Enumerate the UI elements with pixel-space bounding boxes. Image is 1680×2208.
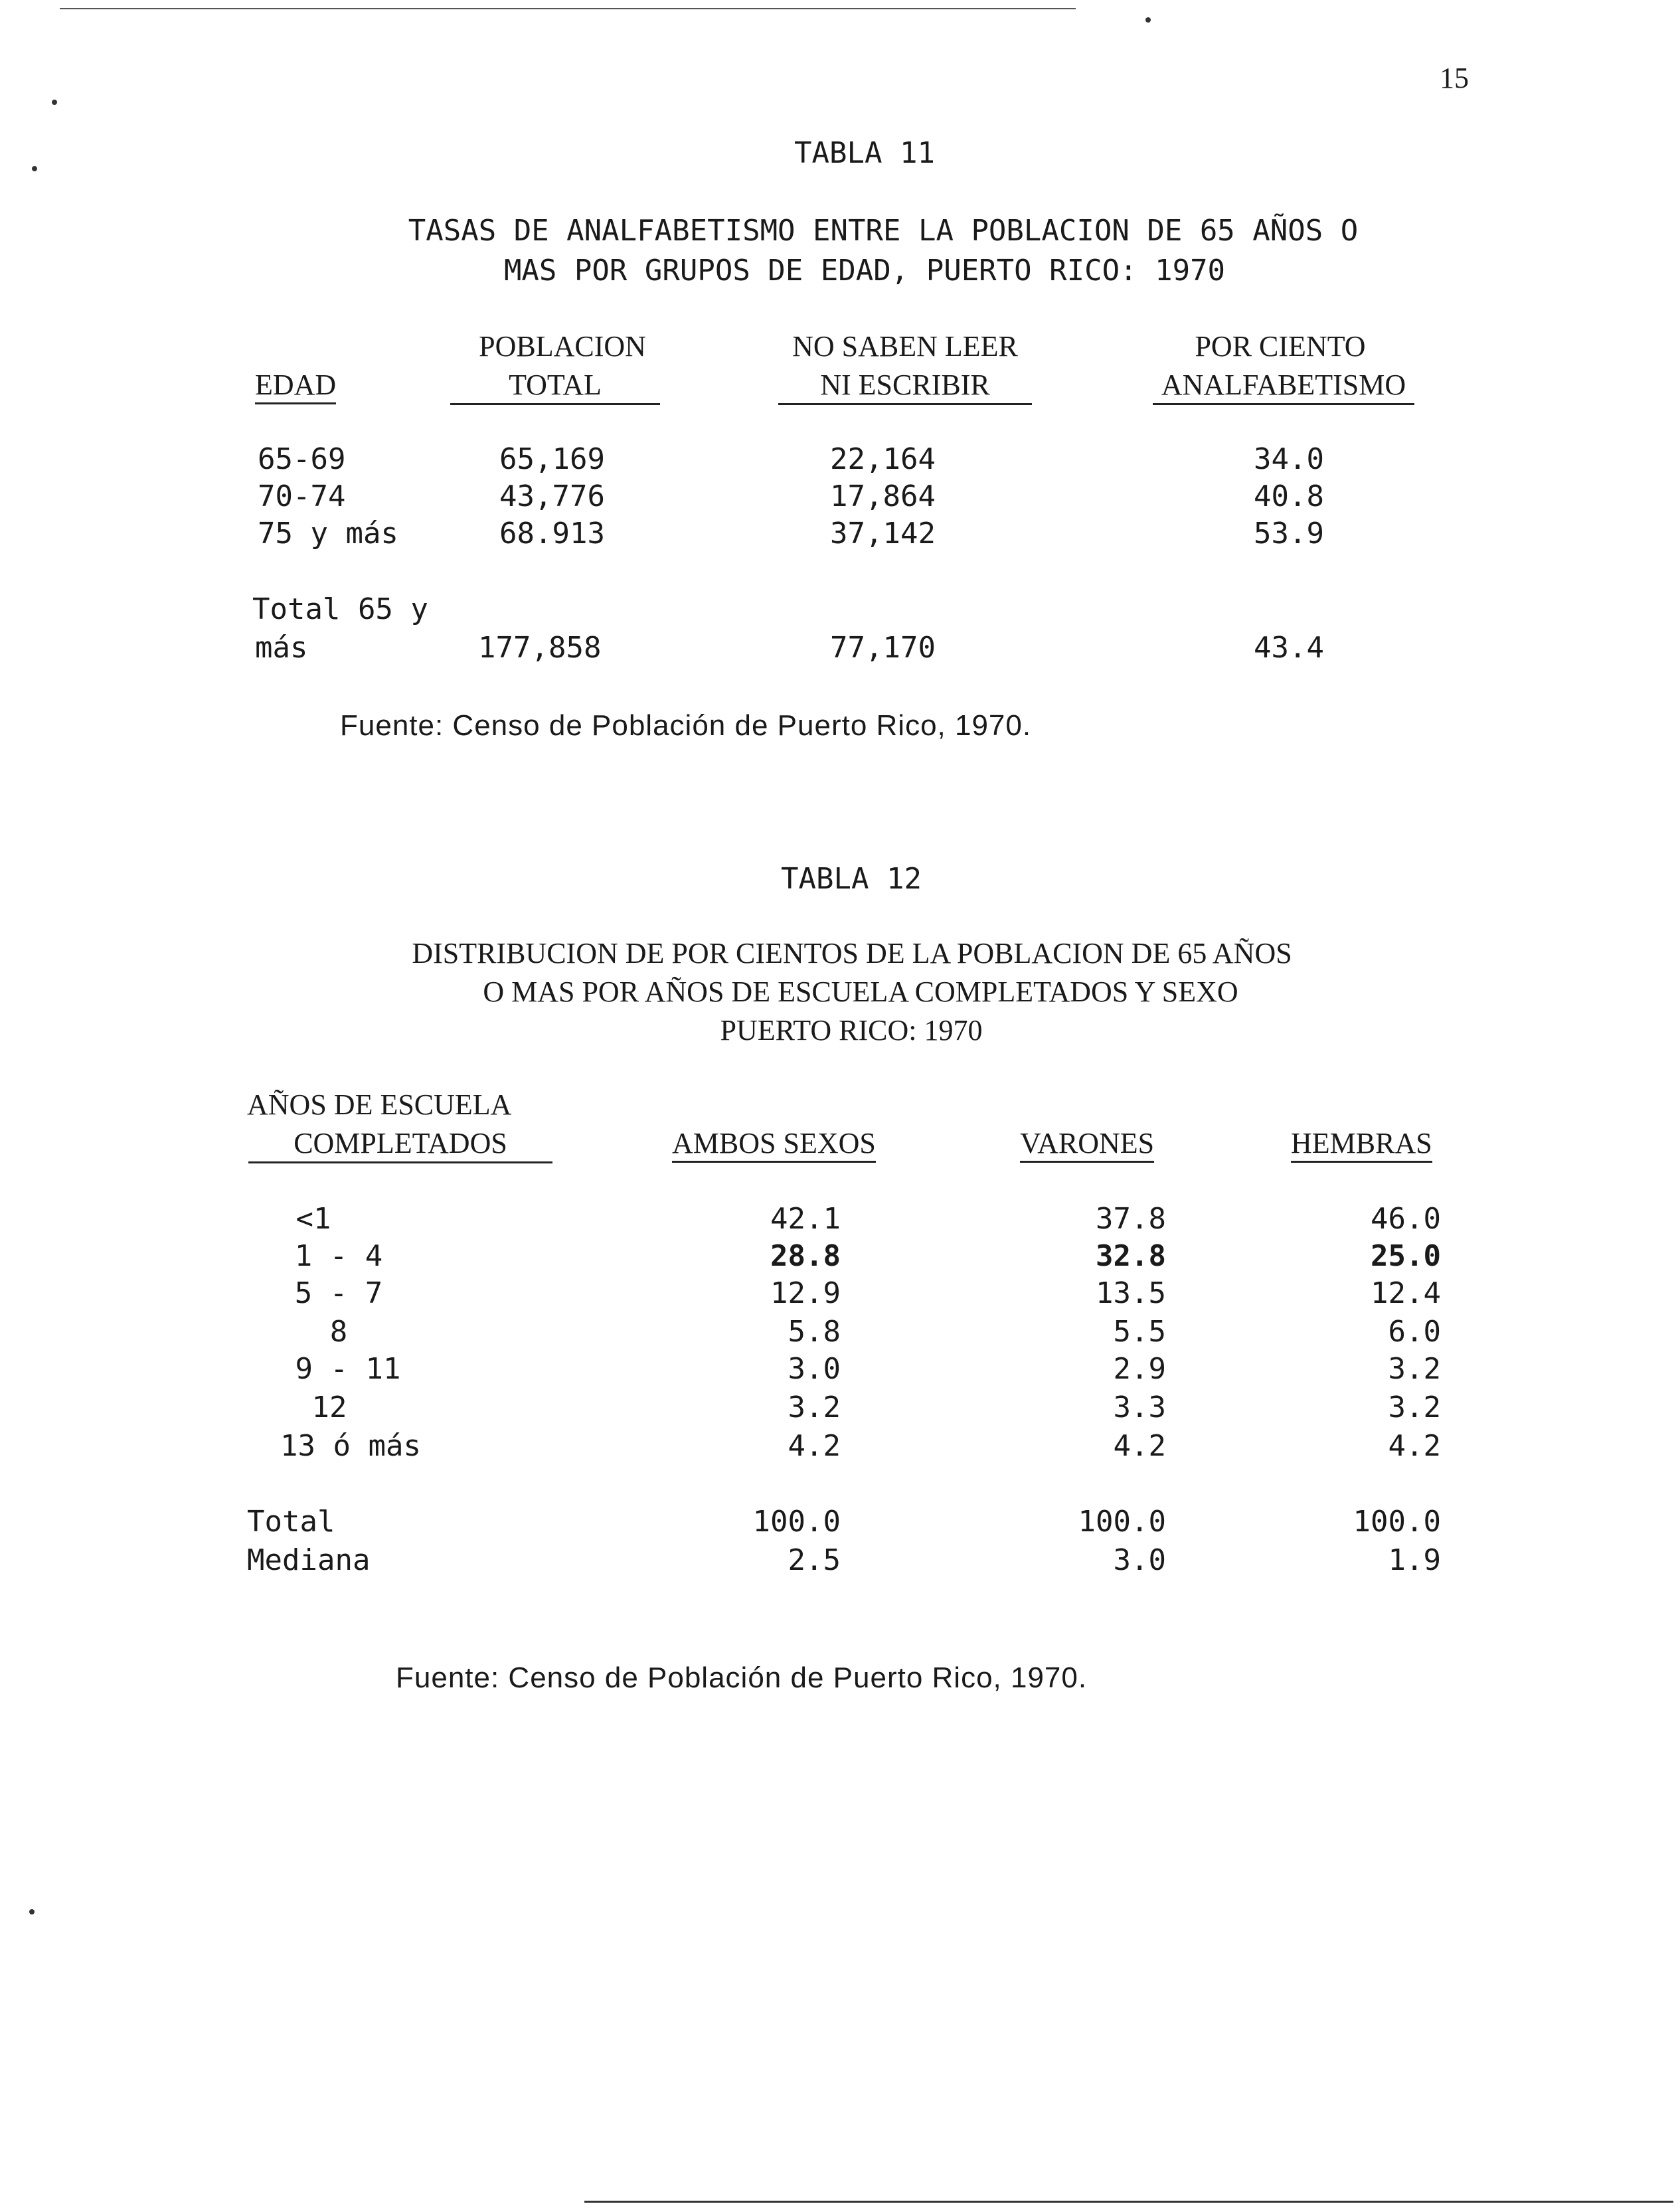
table-row-nosaben: 22,164 bbox=[830, 442, 936, 476]
table-row-pct: 53.9 bbox=[1254, 517, 1324, 551]
header-poblacion-line2: TOTAL bbox=[450, 368, 660, 405]
table-row-varones: 32.8 bbox=[1096, 1239, 1166, 1273]
scan-speck bbox=[1145, 17, 1151, 23]
total-ambos: 100.0 bbox=[752, 1505, 841, 1539]
table-row-ambos: 4.2 bbox=[788, 1429, 841, 1463]
header-varones: VARONES bbox=[1020, 1126, 1154, 1160]
header-hembras: HEMBRAS bbox=[1291, 1126, 1432, 1160]
total-hembras: 100.0 bbox=[1353, 1505, 1441, 1539]
table-row-edad: 75 y más bbox=[258, 517, 398, 551]
header-anos-line2: COMPLETADOS bbox=[248, 1126, 552, 1163]
table-row-anos: 12 bbox=[311, 1391, 347, 1424]
table-12-title-line1: DISTRIBUCION DE POR CIENTOS DE LA POBLACION DE 65 AÑOS bbox=[412, 937, 1292, 970]
table-11-label: TABLA 11 bbox=[794, 136, 935, 170]
table-row-varones: 37.8 bbox=[1096, 1202, 1166, 1236]
table-row-total: 43,776 bbox=[499, 479, 605, 513]
total-label: Total bbox=[247, 1505, 335, 1539]
table-row-ambos: 28.8 bbox=[770, 1239, 841, 1273]
table-row-anos: 9 - 11 bbox=[295, 1352, 401, 1386]
table-11-title-line1: TASAS DE ANALFABETISMO ENTRE LA POBLACION DE 65 AÑOS O bbox=[408, 214, 1359, 248]
mediana-hembras: 1.9 bbox=[1388, 1543, 1441, 1577]
table-row-anos: <1 bbox=[295, 1202, 331, 1236]
table-row-ambos: 3.0 bbox=[788, 1352, 841, 1386]
table-row-anos: 5 - 7 bbox=[294, 1276, 383, 1310]
header-poblacion-line1: POBLACION bbox=[479, 330, 646, 363]
header-nosaben-line2: NI ESCRIBIR bbox=[778, 368, 1032, 405]
scan-top-rule bbox=[60, 8, 1076, 9]
table-row-varones: 13.5 bbox=[1096, 1276, 1166, 1310]
table-row-varones: 3.3 bbox=[1113, 1391, 1166, 1424]
table-row-pct: 34.0 bbox=[1254, 442, 1324, 476]
table-row-hembras: 3.2 bbox=[1388, 1391, 1441, 1424]
mediana-varones: 3.0 bbox=[1113, 1543, 1166, 1577]
scan-speck bbox=[52, 100, 57, 105]
table-row-edad: 65-69 bbox=[258, 442, 346, 476]
table-row-ambos: 5.8 bbox=[788, 1315, 841, 1349]
header-ambos: AMBOS SEXOS bbox=[672, 1126, 876, 1160]
table-row-hembras: 4.2 bbox=[1388, 1429, 1441, 1463]
table-row-varones: 5.5 bbox=[1113, 1315, 1166, 1349]
table-11-title-line2: MAS POR GRUPOS DE EDAD, PUERTO RICO: 1970 bbox=[503, 254, 1226, 288]
table-row-varones: 2.9 bbox=[1113, 1352, 1166, 1386]
table-12-source: Fuente: Censo de Población de Puerto Rico, 1970. bbox=[396, 1661, 1088, 1694]
table-11-source: Fuente: Censo de Población de Puerto Rico, 1970. bbox=[340, 709, 1032, 742]
table-row-anos: 13 ó más bbox=[280, 1429, 421, 1463]
table-row-hembras: 3.2 bbox=[1388, 1352, 1441, 1386]
header-porciento-line1: POR CIENTO bbox=[1195, 330, 1366, 363]
table-row-ambos: 3.2 bbox=[788, 1391, 841, 1424]
header-anos-line1: AÑOS DE ESCUELA bbox=[247, 1088, 512, 1121]
total-pct: 43.4 bbox=[1254, 631, 1324, 665]
scan-speck bbox=[32, 166, 37, 171]
table-row-anos: 8 bbox=[329, 1315, 348, 1349]
scan-bottom-rule bbox=[584, 2201, 1673, 2203]
table-row-nosaben: 37,142 bbox=[830, 517, 936, 551]
table-row-total: 65,169 bbox=[499, 442, 605, 476]
table-row-total: 68.913 bbox=[499, 517, 605, 551]
header-edad: EDAD bbox=[255, 368, 336, 402]
scan-speck bbox=[29, 1909, 35, 1914]
total-poblacion: 177,858 bbox=[478, 631, 602, 665]
table-12-title-line3: PUERTO RICO: 1970 bbox=[720, 1014, 983, 1047]
table-row-anos: 1 - 4 bbox=[294, 1239, 383, 1273]
table-row-nosaben: 17,864 bbox=[830, 479, 936, 513]
total-varones: 100.0 bbox=[1078, 1505, 1166, 1539]
table-12-label: TABLA 12 bbox=[781, 862, 922, 896]
mediana-ambos: 2.5 bbox=[788, 1543, 841, 1577]
total-label-line2: más bbox=[255, 631, 308, 665]
table-row-edad: 70-74 bbox=[258, 479, 346, 513]
page-number: 15 bbox=[1440, 62, 1469, 94]
table-row-hembras: 12.4 bbox=[1371, 1276, 1441, 1310]
total-nosaben: 77,170 bbox=[830, 631, 936, 665]
table-row-varones: 4.2 bbox=[1113, 1429, 1166, 1463]
mediana-label: Mediana bbox=[247, 1543, 371, 1577]
table-row-ambos: 42.1 bbox=[770, 1202, 841, 1236]
header-nosaben-line1: NO SABEN LEER bbox=[792, 330, 1018, 363]
header-porciento-line2: ANALFABETISMO bbox=[1153, 368, 1414, 405]
table-12-title-line2: O MAS POR AÑOS DE ESCUELA COMPLETADOS Y SEXO bbox=[483, 976, 1238, 1008]
table-row-hembras: 6.0 bbox=[1388, 1315, 1441, 1349]
table-row-hembras: 25.0 bbox=[1371, 1239, 1441, 1273]
total-label-line1: Total 65 y bbox=[252, 592, 428, 626]
table-row-pct: 40.8 bbox=[1254, 479, 1324, 513]
table-row-ambos: 12.9 bbox=[770, 1276, 841, 1310]
table-row-hembras: 46.0 bbox=[1371, 1202, 1441, 1236]
